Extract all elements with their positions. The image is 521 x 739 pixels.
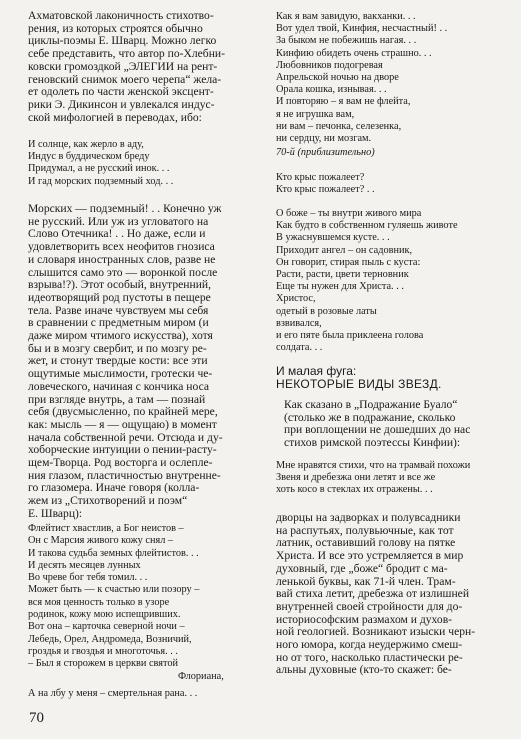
text-line: бы и в мозгу свербит, и по мозгу ре-: [28, 341, 207, 355]
text-line: себе представить, что автор по-Хлебни-: [28, 47, 225, 61]
text-line: на распутьях, полувьючные, как тот: [276, 523, 454, 537]
text-line: не русский. Или уж из угловатого на: [28, 214, 209, 228]
text-line: ни сердцу, ни мозгам.: [276, 133, 372, 145]
text-line: ния глазом, пластичностью внутренне-: [28, 468, 221, 482]
text-line: и его пяте была приклеена голова: [276, 330, 424, 342]
text-line: идеотворящий род пустоты в пещере: [28, 290, 211, 304]
text-line: Слово Отечника! . . Но даже, если и: [28, 227, 206, 241]
poem-quote-2: [28, 523, 199, 671]
text-line: Лебедь, Орел, Андромеда, Возничий,: [28, 633, 192, 645]
text-line: хоть косо в стеклах их отражены. . .: [276, 484, 433, 496]
text-line: при взгляде внутрь, а там — познай: [28, 392, 206, 406]
text-line: и словаря иностранных слов, разве не: [28, 252, 216, 266]
text-line: Приходит ангел – он садовник,: [276, 244, 413, 256]
text-line: взрыва!?). Этот особый, внутренний,: [28, 278, 212, 292]
text-line: Придумал, а не русский инок. . .: [28, 163, 170, 175]
text-line: даже миром чтимого искусства), хотя: [28, 329, 213, 343]
text-line: ковски громоздкой „ЭЛЕГИИ на рент-: [28, 59, 218, 73]
text-line: гроздья и гвоздья и многоточья. . .: [28, 645, 178, 657]
text-line: циклы-поэмы Е. Шварц. Можно легко: [28, 34, 217, 48]
text-line: Кинфию обидеть очень страшно. . .: [276, 47, 432, 59]
text-line: внутренней своей стройности для до-: [276, 599, 463, 613]
text-line: ленькой буквы, как 71-й член. Трам-: [276, 574, 456, 588]
text-line: В ужаснувшемся кусте. . .: [276, 232, 390, 244]
text-line: Он с Марсия живого кожу снял –: [28, 535, 174, 547]
text-line: Кто крыс пожалеет? . .: [276, 184, 375, 196]
text-line: жет, и стонут твердые кости: все эти: [28, 354, 208, 368]
text-line: рики Э. Дикинсон и увлекался индус-: [28, 97, 215, 111]
text-line: ни вам – печонка, селезенка,: [276, 120, 402, 132]
text-line: ощутимые мыслимости, гротески че-: [28, 367, 213, 381]
text-line: – Был я сторожем в церкви святой: [28, 658, 179, 670]
text-line: взвивался,: [276, 317, 322, 329]
text-line: геновский снимок моего черепа“ жела-: [28, 72, 222, 86]
text-line: Он говорит, стирая пыль с куста:: [276, 256, 421, 268]
text-line: духовный, где „боже“ бродит с ма-: [276, 561, 448, 575]
text-line: Ахматовской лаконичность стихотво-: [28, 9, 214, 22]
text-line: ного юмора, когда неудержимо смеш-: [276, 638, 463, 652]
text-line: Орала кошка, изнывая. . .: [276, 84, 387, 96]
text-line: И гад морских подземный ход. . .: [28, 175, 174, 187]
text-line: Флейтист хвастлив, а Бог неистов –: [28, 523, 184, 534]
text-line: ной геологией. Возникают изыски черн-: [276, 625, 476, 639]
poem-quote-3-note: 70-й (приблизительно): [276, 147, 375, 158]
text-line: ет одолеть по части женской эксцент-: [28, 85, 214, 99]
text-line: Еще ты нужен для Христа. . .: [276, 281, 404, 293]
text-line: щем-Творца. Род восторга и ослепле-: [28, 456, 213, 470]
text-line: рения, из которых строятся обычно: [28, 21, 203, 35]
text-line: в сравнении с предметным миром (и: [28, 316, 209, 330]
text-line: И такова судьба земных флейтистов. . .: [28, 547, 199, 559]
text-line: Может быть — к счастью или позору –: [28, 584, 200, 596]
page-number: 70: [29, 710, 44, 726]
poem-attribution: Флориана,: [178, 671, 224, 682]
text-line: ловеческого, начиная с кончика носа: [28, 379, 210, 393]
text-line: Мне нравятся стихи, что на трамвай похожи: [276, 460, 471, 471]
paragraph-closing: [276, 512, 475, 677]
text-line: одетый в розовые латы: [276, 305, 377, 317]
poem-quote-4: [276, 172, 375, 196]
text-line: Индус в буддическом бреду: [28, 151, 150, 163]
text-line: дворцы на задворках и полувсадники: [276, 511, 461, 524]
poem-quote-1: [28, 139, 173, 188]
text-line: историософским размахом и духов-: [276, 612, 453, 626]
poem-quote-3: [276, 11, 447, 145]
text-line: стихов римской поэтессы Кинфии):: [284, 436, 461, 450]
text-line: тела. Разве иначе чувствуем мы себя: [28, 303, 209, 317]
text-line: ской мифологией в переводах, ибо:: [28, 110, 202, 124]
poem-quote-2-last-line: А на лбу у меня – смертельная рана. . .: [28, 688, 198, 699]
text-line: вся моя ценность только в узоре: [28, 596, 170, 608]
section-subtitle: И малая фуга:: [276, 364, 357, 378]
text-line: я не игрушка вам,: [276, 108, 355, 120]
paragraph-intro: [28, 10, 225, 124]
text-line: жем из „Стихотворений и поэм“: [28, 494, 188, 508]
section-heading: НЕКОТОРЫЕ ВИДЫ ЗВЕЗД.: [276, 377, 442, 391]
paragraph-main: [28, 203, 223, 521]
text-line: но от того, насколько пластически ре-: [276, 650, 463, 664]
text-line: И солнце, как жерло в аду,: [28, 139, 144, 150]
text-line: Во чреве бог тебя томил. . .: [28, 572, 148, 584]
text-line: при воплощении не дошедших до нас: [284, 423, 471, 437]
poem-quote-5: [276, 208, 458, 354]
text-line: слышится само это — воронкой после: [28, 265, 218, 279]
text-line: начала собственной речи. Отсюда и ду-: [28, 430, 223, 444]
text-line: Как будто в собственном гуляешь животе: [276, 220, 458, 232]
text-line: родинок, кожу мою испещрившиx.: [28, 609, 181, 621]
text-line: За быком не побежишь нагая. . .: [276, 35, 417, 47]
text-line: Расти, расти, цвети терновник: [276, 269, 409, 281]
text-line: Вот она – карточка северной ночи –: [28, 621, 185, 633]
text-line: Вот удел твой, Кинфия, несчастный! . .: [276, 23, 448, 35]
text-line: солдата. . .: [276, 342, 323, 354]
text-line: Кто крыс пожалеет?: [276, 172, 365, 183]
text-line: Христос,: [276, 293, 316, 305]
text-line: Как сказано в „Подражание Буало“: [284, 398, 458, 411]
text-line: Апрельской ночью на дворе: [276, 72, 399, 84]
text-line: себя (двусмысленно, по крайней мере,: [28, 405, 218, 419]
poem-quote-6: [276, 460, 470, 497]
text-line: латник, оставивший голову на пятке: [276, 536, 456, 550]
text-line: го глазомера. Иначе говоря (колла-: [28, 481, 200, 495]
text-line: Звеня и дребезжа они летят и все же: [276, 472, 436, 484]
text-line: И десять месяцев лунных: [28, 559, 141, 571]
text-line: О боже – ты внутри живого мира: [276, 208, 422, 219]
text-line: хоборческие интуиции о пении-расту-: [28, 443, 217, 457]
text-line: альны духовные (кто-то скажет: бе-: [276, 663, 452, 677]
text-line: как: мысль — я — ощущаю) в момент: [28, 417, 217, 431]
text-line: Е. Шварц):: [28, 506, 83, 520]
text-line: удовлетворить всех неофитов гнозиса: [28, 240, 215, 254]
text-line: Как я вам завидую, вакханки. . .: [276, 11, 416, 22]
text-line: Христа. И все это устремляется в мир: [276, 549, 464, 563]
text-line: (столько же в подражание, сколько: [284, 410, 456, 424]
text-line: Морских — подземный! . . Конечно уж: [28, 202, 222, 215]
text-line: И повторяю – я вам не флейта,: [276, 96, 411, 108]
paragraph-fugue: [284, 399, 470, 450]
text-line: Любовников подогревая: [276, 59, 383, 71]
text-line: вай стиха летит, дребезжа от излишней: [276, 587, 470, 601]
